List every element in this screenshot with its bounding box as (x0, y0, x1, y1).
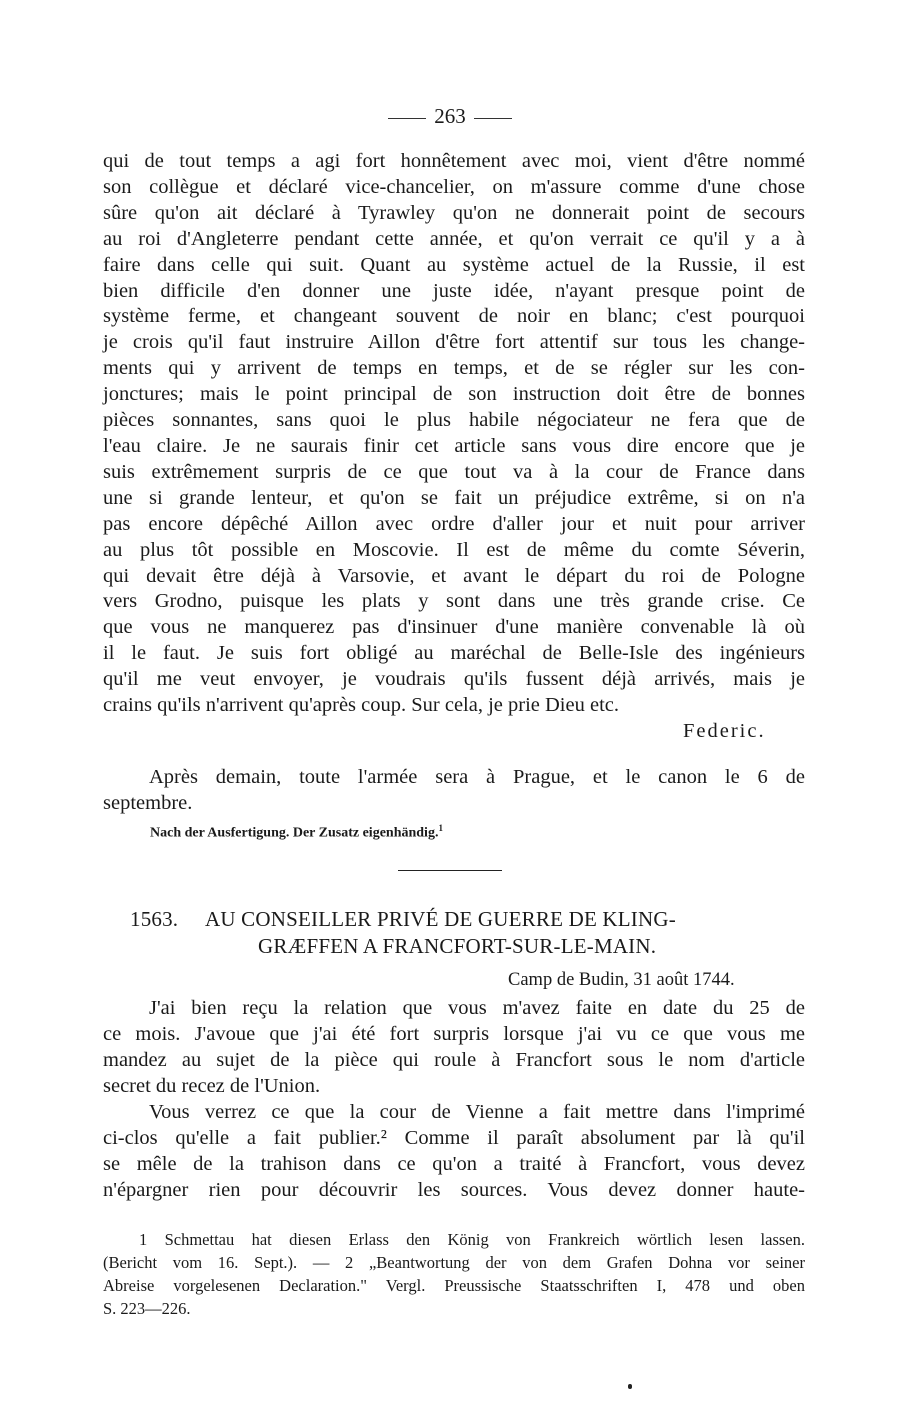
body-line: l'eau claire. Je ne saurais finir cet article sans vous dire encore que je (103, 434, 805, 457)
body-line: ments qui y arrivent de temps en temps, et de se régler sur les con- (103, 357, 805, 380)
body-line: son collègue et déclaré vice-chancelier, on m'assure comme d'une chose (103, 175, 805, 198)
body-line: bien difficile d'en donner une juste idée, n'ayant presque point de (103, 279, 805, 302)
footnote-line: Abreise vorgelesenen Declaration." Vergl. Preussische Staatsschriften I, 478 und oben (103, 1276, 805, 1295)
letter-number: 1563. (130, 907, 179, 931)
dateline: Camp de Budin, 31 août 1744. (508, 970, 735, 990)
body-line: secret du recez de l'Union. (103, 1074, 321, 1097)
body-line: faire dans celle qui suit. Quant au système actuel de la Russie, il est (103, 253, 805, 276)
body-line: qu'il me veut envoyer, je voudrais qu'ils fussent déjà arrivés, mais je (103, 668, 805, 691)
body-line: qui de tout temps a agi fort honnêtement avec moi, vient d'être nommé (103, 150, 805, 172)
body-line: qui devait être déjà à Varsovie, et avant le départ du roi de Pologne (103, 564, 805, 587)
body-line: je crois qu'il faut instruire Aillon d'être fort attentif sur tous les change- (103, 331, 805, 354)
body-line: une si grande lenteur, et qu'on se fait un préjudice extrême, si on n'a (103, 486, 805, 509)
heading-line: GRÆFFEN A FRANCFORT-SUR-LE-MAIN. (258, 934, 657, 958)
postscript-line: Après demain, toute l'armée sera à Prague, et le canon le 6 de (149, 766, 805, 788)
body-line: sûre qu'on ait déclaré à Tyrawley qu'on ne donnerait point de secours (103, 201, 805, 224)
body-line: que vous ne manquerez pas d'insinuer d'une manière convenable là où (103, 616, 805, 639)
body-line: au plus tôt possible en Moscovie. Il est de même du comte Séverin, (103, 538, 805, 561)
body-line: n'épargner rien pour découvrir les sources. Vous devez donner haute- (103, 1178, 805, 1201)
footnote-line: S. 223—226. (103, 1299, 191, 1318)
body-line: mandez au sujet de la pièce qui roule à Francfort sous le nom d'article (103, 1048, 805, 1071)
source-note-text: Nach der Ausfertigung. Der Zusatz eigenhändig. (150, 825, 439, 841)
body-line: au roi d'Angleterre pendant cette année, et qu'on verrait ce qu'il y a à (103, 227, 805, 250)
footnotes (103, 1228, 805, 1320)
body-line: se mêle de la trahison dans ce qu'on a traité à Francfort, vous devez (103, 1152, 805, 1175)
postscript-line: septembre. (103, 791, 193, 814)
footnote-line: 1 Schmettau hat diesen Erlass den König von Frankreich wörtlich lesen lassen. (139, 1230, 805, 1249)
heading-line: AU CONSEILLER PRIVÉ DE GUERRE DE KLING- (205, 907, 676, 931)
header-rule-right (474, 118, 512, 119)
body-line: J'ai bien reçu la relation que vous m'avez faite en date du 25 de (149, 997, 805, 1019)
body-line: suis extrêmement surpris de ce que tout va à la cour de France dans (103, 460, 805, 483)
body-line: pas encore dépêché Aillon avec ordre d'aller jour et nuit pour arriver (103, 512, 805, 535)
body-line: ci-clos qu'elle a fait publier.² Comme il paraît absolument par là qu'il (103, 1126, 805, 1149)
section-divider (398, 870, 502, 871)
page-header (0, 104, 900, 129)
body-line: jonctures; mais le point principal de son instruction doit être de bonnes (103, 383, 805, 406)
postscript (103, 765, 805, 817)
body-line: ce mois. J'avoue que j'ai été fort surpris lorsque j'ai vu ce que vous me (103, 1022, 805, 1045)
letter-body (103, 149, 805, 719)
body-line: pièces sonnantes, sans quoi le plus habile négociateur ne fera que de (103, 409, 805, 432)
page-number: 263 (434, 104, 466, 128)
body-line: système ferme, et changeant souvent de noir en blanc; c'est pourquoi (103, 305, 805, 328)
footnote-ref: 1 (438, 823, 443, 833)
letter2-paragraph (103, 996, 805, 1100)
body-line: vers Grodno, puisque les plats y sont dans une très grande crise. Ce (103, 590, 805, 613)
body-line: il le faut. Je suis fort obligé au maréchal de Belle-Isle des ingénieurs (103, 642, 805, 665)
body-line: crains qu'ils n'arrivent qu'après coup. Sur cela, je prie Dieu etc. (103, 694, 619, 717)
header-rule-left (388, 118, 426, 119)
ink-speck (628, 1384, 632, 1389)
source-note (150, 823, 443, 842)
signature: Federic. (683, 720, 766, 742)
footnote-line: (Bericht vom 16. Sept.). — 2 „Beantwortung der von dem Grafen Dohna vor seiner (103, 1253, 805, 1272)
letter2-paragraph (103, 1100, 805, 1204)
body-line: Vous verrez ce que la cour de Vienne a fait mettre dans l'imprimé (149, 1101, 805, 1123)
